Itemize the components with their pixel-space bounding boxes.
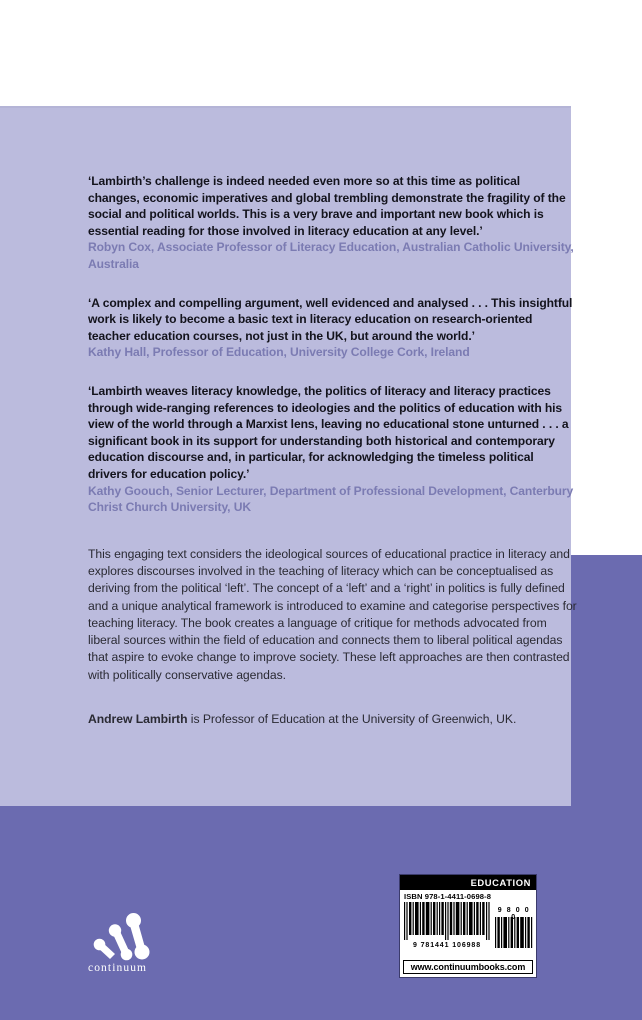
blurb-item [88,295,574,361]
author-biography [88,711,580,728]
continuum-dots-logo-icon [88,913,154,961]
ean5-addon-digits: 9 8 0 0 0 [497,907,531,921]
blurb-item [88,383,574,516]
author-role: is Professor of Education at the University of Greenwich, UK. [187,712,517,727]
blurb-item [88,173,574,273]
publisher-website-label: www.continuumbooks.com [410,962,526,972]
subject-category-bar [400,875,536,890]
blurb-quote: ‘A complex and compelling argument, well evidenced and analysed . . . This insightful work is likely to become a basic text in literacy education on research-oriented teacher education courses, not just in the UK, but around the world.’ [88,295,573,343]
subject-category-label: EDUCATION [470,877,531,888]
ean13-barcode [404,902,490,948]
blurb-attribution: Kathy Hall, Professor of Education, University College Cork, Ireland [88,345,470,360]
ean13-digits: 9 781441 106988 [413,942,481,949]
blurb-quote: ‘Lambirth’s challenge is indeed needed even more so at this time as political changes, economic imperatives and global trembling demonstrate the fragility of the social and political worlds. This is a very brave and important new book which is essential reading for those involved in literacy education at any level.’ [88,174,566,238]
back-cover-content [88,173,577,728]
author-name: Andrew Lambirth [88,712,188,727]
blurb-attribution: Robyn Cox, Associate Professor of Literacy Education, Australian Catholic University, Australia [88,240,574,271]
publisher-logo [88,913,198,974]
ean5-addon-barcode [495,908,533,948]
blurb-attribution: Kathy Goouch, Senior Lecturer, Department of Professional Development, Canterbury Christ Church University, UK [88,483,574,515]
barcode-panel [399,874,537,978]
isbn-label: ISBN 978-1-4411-0698-8 [404,892,492,901]
ean5-addon-bars-icon [495,917,533,948]
publisher-website-bar[interactable] [403,960,533,974]
book-description: This engaging text considers the ideological sources of educational practice in literacy and explores discourses involved in the teaching of literacy which can be conceptualised as deriving from the political ‘left’. The concept of a ‘left’ and a ‘right’ in politics is fully defined and a unique analytical framework is introduced to examine and categorise perspectives for teaching literacy. The book creates a language of critique for methods advocated from liberal sources within the field of education and connects them to liberal political agendas that aspire to evoke change to improve society. These left approaches are then contrasted with politically conservative agendas. [88,546,577,682]
publisher-name: continuum [88,962,148,974]
blurb-quote: ‘Lambirth weaves literacy knowledge, the politics of literacy and literacy practices through wide-ranging references to ideologies and the politics of education with his view of the world through a Marxist lens, leaving no educational stone unturned . . . a significant book in its support for understanding both historical and contemporary education discourse and, in particular, for acknowledging the timeless political drivers for education policy.’ [88,383,569,481]
ean13-bars-icon [404,902,490,940]
barcode-bars-row [404,902,536,948]
